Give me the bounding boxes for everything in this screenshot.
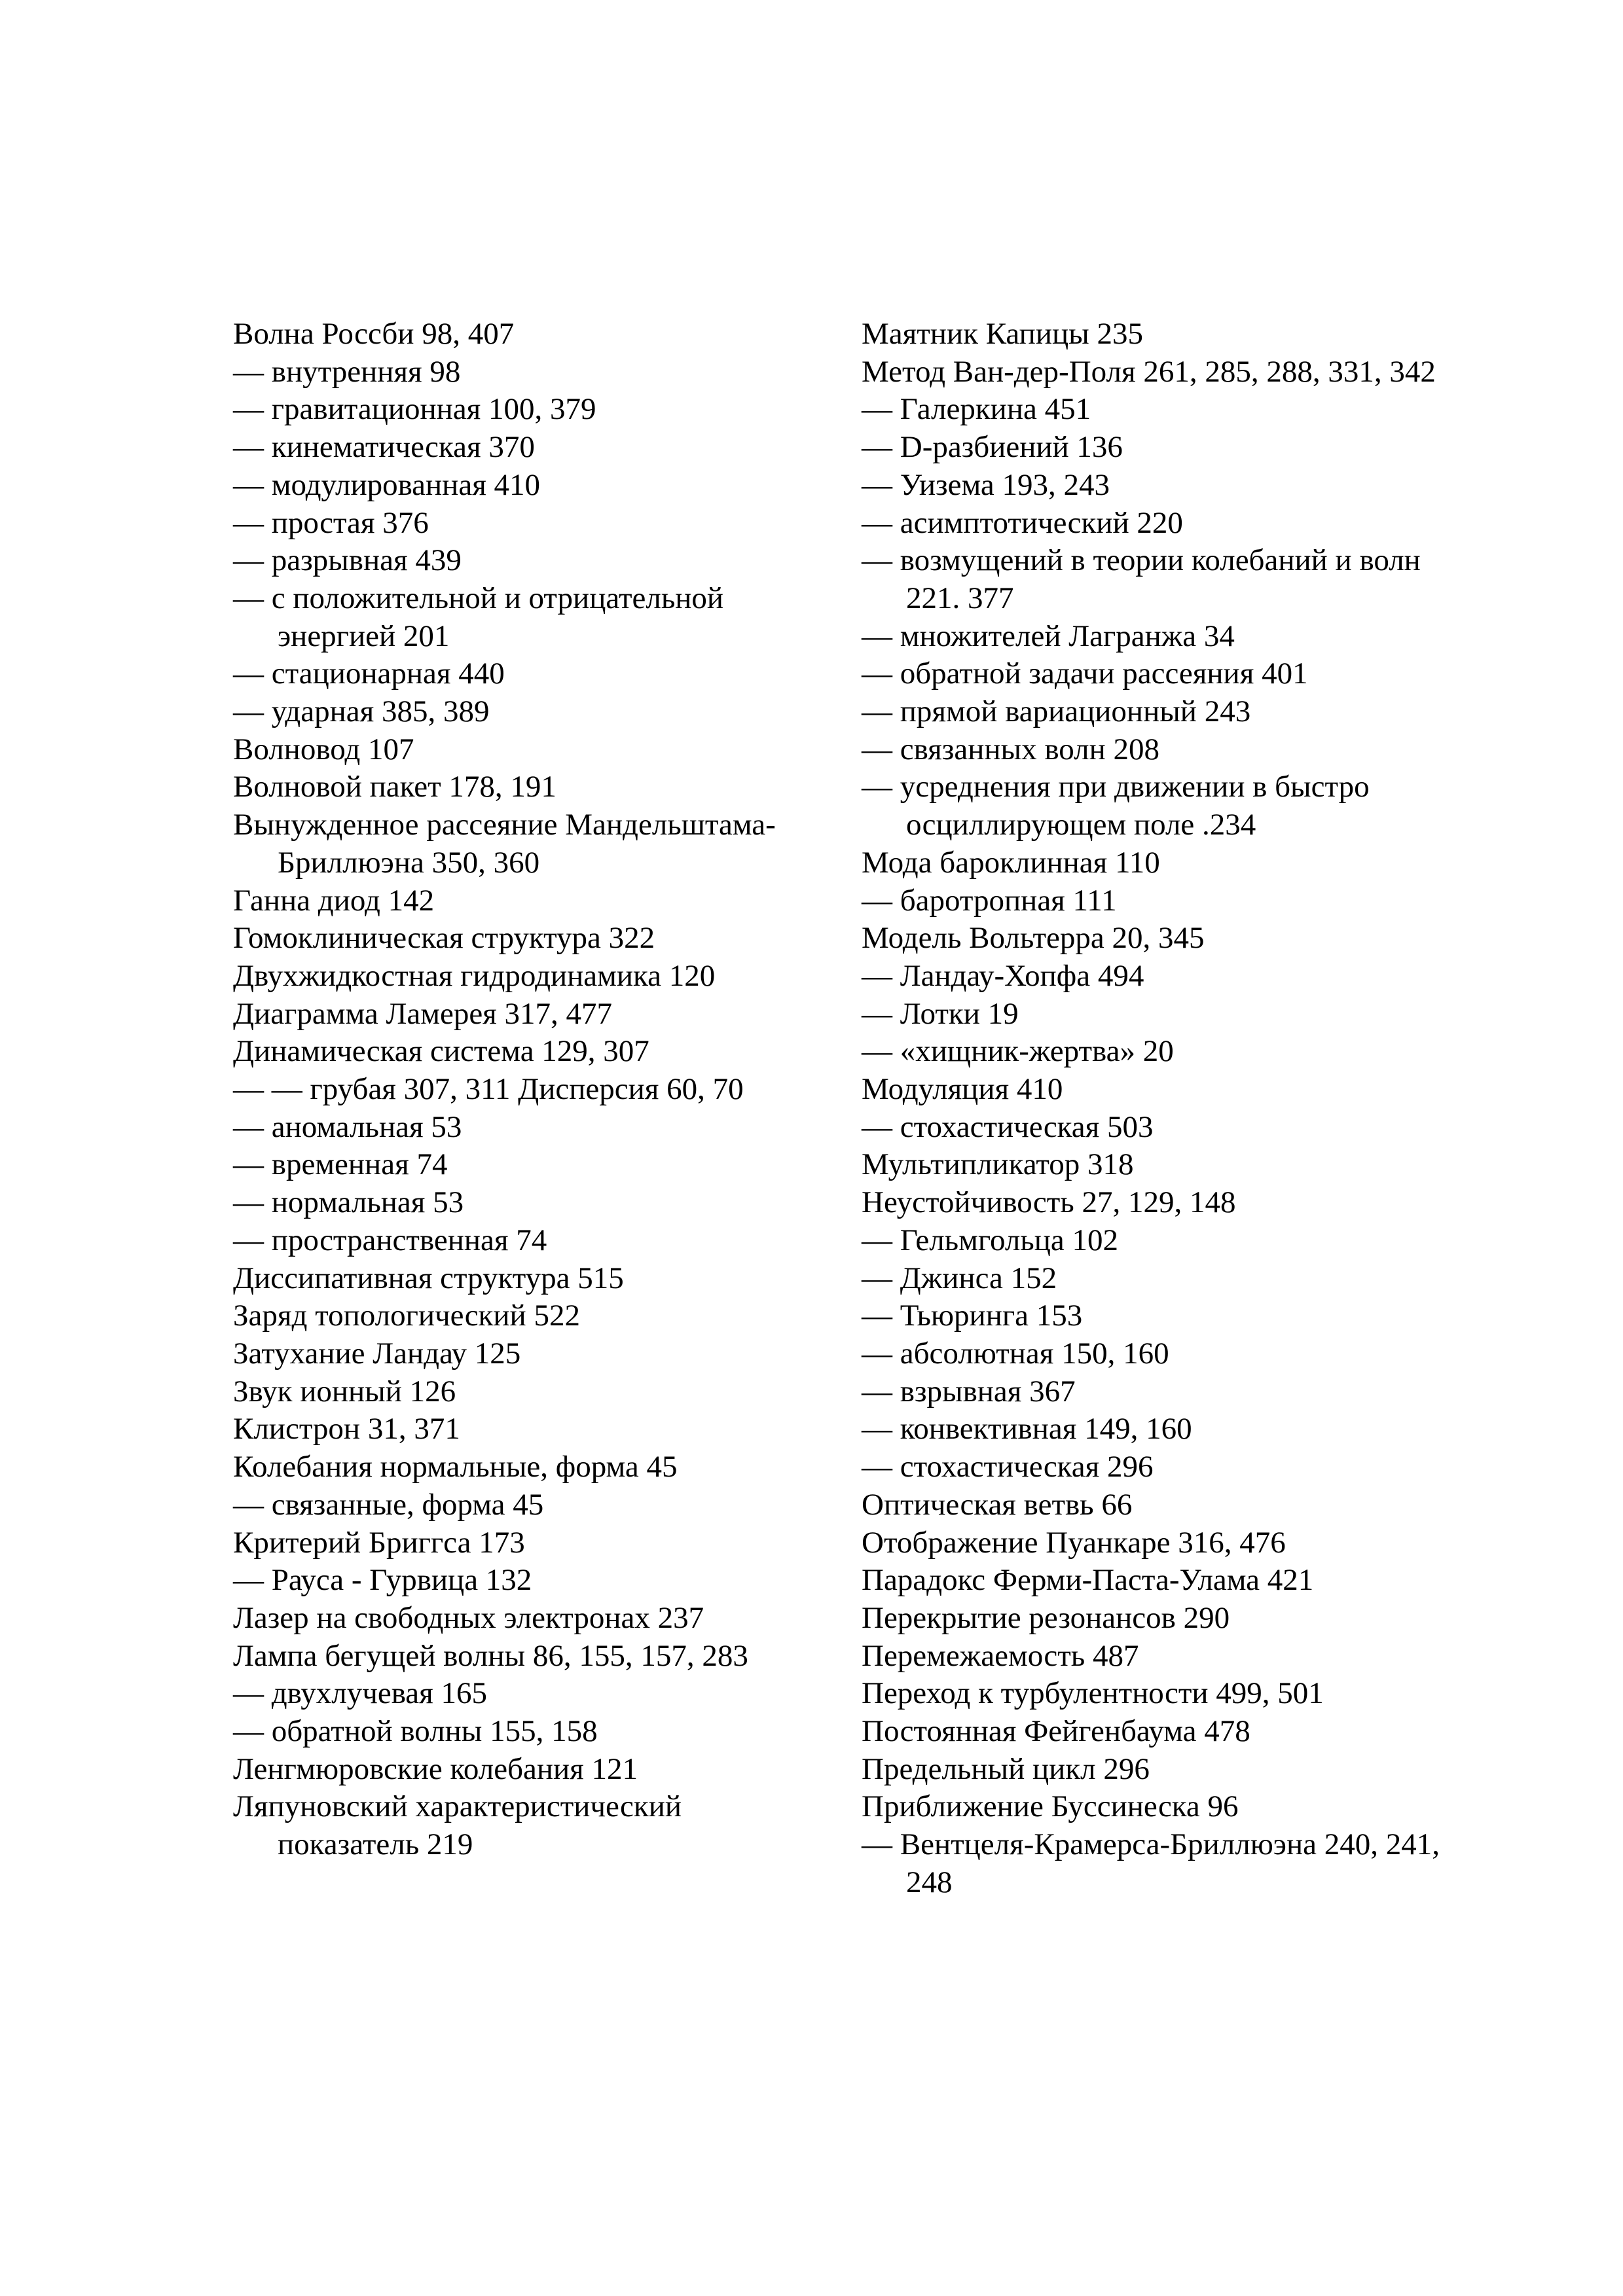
index-entry: Клистрон 31, 371 [233,1412,460,1446]
index-entry: Двухжидкостная гидродинамика 120 [233,958,716,993]
index-entry: — прямой вариационный 243 [862,694,1251,729]
index-entry: Звук ионный 126 [233,1374,456,1408]
index-entry: Волновой пакет 178, 191 [233,770,556,804]
index-entry: Динамическая система 129, 307 [233,1034,649,1069]
index-entry: — разрывная 439 [233,543,462,578]
index-entry: — модулированная 410 [233,467,541,502]
index-column-right [862,315,1451,1902]
index-entry: — Ландау-Хопфа 494 [862,958,1144,993]
index-entry: Мультипликатор 318 [862,1147,1134,1182]
index-entry: Заряд топологический 522 [233,1299,580,1333]
index-entry: — Вентцеля-Крамерса-Бриллюэна 240, 241, 248 [862,1827,1440,1899]
index-entry: Метод Ван-дер-Поля 261, 285, 288, 331, 342 [862,354,1436,389]
index-entry: Переход к турбулентности 499, 501 [862,1676,1324,1711]
index-entry: — Лотки 19 [862,996,1019,1031]
index-entry: — «хищник-жертва» 20 [862,1034,1174,1069]
index-entry: Мода бароклинная 110 [862,845,1160,880]
index-entry: Маятник Капицы 235 [862,317,1143,351]
index-entry: — стохастическая 503 [862,1109,1154,1144]
index-entry: — конвективная 149, 160 [862,1412,1192,1446]
index-entry: — Тьюринга 153 [862,1299,1083,1333]
index-entry: — Уизема 193, 243 [862,467,1110,502]
index-entry: — ударная 385, 389 [233,694,490,729]
index-entry: — стационарная 440 [233,656,505,691]
index-entry: Лазер на свободных электронах 237 [233,1600,704,1635]
index-entry: — пространственная 74 [233,1223,547,1257]
index-entry: — усреднения при движении в быстро осциллирующем поле .234 [862,770,1370,842]
index-entry: Критерий Бриггса 173 [233,1525,525,1560]
index-entry: Диссипативная структура 515 [233,1261,624,1295]
index-entry: — возмущений в теории колебаний и волн 221. 377 [862,543,1421,615]
index-entry: Перемежаемость 487 [862,1638,1139,1673]
index-entry: — гравитационная 100, 379 [233,392,596,427]
index-entry: Приближение Буссинеска 96 [862,1789,1239,1824]
index-entry: — связанные, форма 45 [233,1487,544,1522]
index-entry: Вынужденное рассеяние Мандельштама-Бриллюэна 350, 360 [233,808,776,880]
index-entry: Модуляция 410 [862,1072,1063,1107]
index-entry: Волновод 107 [233,732,414,766]
index-entry: Модель Вольтерра 20, 345 [862,921,1205,956]
index-entry: — аномальная 53 [233,1109,462,1144]
index-entry: Оптическая ветвь 66 [862,1487,1133,1522]
index-entry: — Джинса 152 [862,1261,1057,1295]
index-entry: Колебания нормальные, форма 45 [233,1450,678,1484]
index-entry: Диаграмма Ламерея 317, 477 [233,996,613,1031]
index-entry: — нормальная 53 [233,1185,464,1220]
index-entry: — связанных волн 208 [862,732,1159,766]
index-entry: Затухание Ландау 125 [233,1336,521,1371]
index-entry: — Гельмгольца 102 [862,1223,1118,1257]
index-entry: — простая 376 [233,505,429,540]
index-entry: Постоянная Фейгенбаума 478 [862,1714,1250,1749]
index-entry: Лампа бегущей волны 86, 155, 157, 283 [233,1638,748,1673]
index-entry: Ганна диод 142 [233,883,435,918]
index-entry: Отображение Пуанкаре 316, 476 [862,1525,1286,1560]
index-entry: Гомоклиническая структура 322 [233,921,655,956]
index-entry: — двухлучевая 165 [233,1676,488,1711]
index-entry: — множителей Лагранжа 34 [862,619,1235,653]
index-entry: Парадокс Ферми-Паста-Улама 421 [862,1563,1314,1598]
index-entry: Волна Россби 98, 407 [233,317,515,351]
index-entry: — внутренняя 98 [233,354,461,389]
index-entry: Ляпуновский характеристический показатель 219 [233,1789,682,1862]
index-entry: Перекрытие резонансов 290 [862,1600,1230,1635]
index-entry: — временная 74 [233,1147,448,1182]
index-entry: Неустойчивость 27, 129, 148 [862,1185,1236,1220]
index-entry: — Галеркина 451 [862,392,1091,427]
index-entry: — асимптотический 220 [862,505,1183,540]
index-column-left [233,315,822,1864]
index-entry: — кинематическая 370 [233,430,535,465]
index-entry: — абсолютная 150, 160 [862,1336,1169,1371]
index-entry: — обратной волны 155, 158 [233,1714,598,1749]
index-entry: — стохастическая 296 [862,1450,1154,1484]
index-entry: — обратной задачи рассеяния 401 [862,656,1308,691]
index-entry: — — грубая 307, 311 Дисперсия 60, 70 [233,1072,744,1107]
index-entry: Ленгмюровские колебания 121 [233,1751,638,1786]
index-entry: — Рауса - Гурвица 132 [233,1563,532,1598]
index-entry: — D-разбиений 136 [862,430,1123,465]
index-entry: — взрывная 367 [862,1374,1076,1408]
index-entry: — баротропная 111 [862,883,1117,918]
index-entry: — с положительной и отрицательной энергией 201 [233,581,724,653]
index-entry: Предельный цикл 296 [862,1751,1150,1786]
